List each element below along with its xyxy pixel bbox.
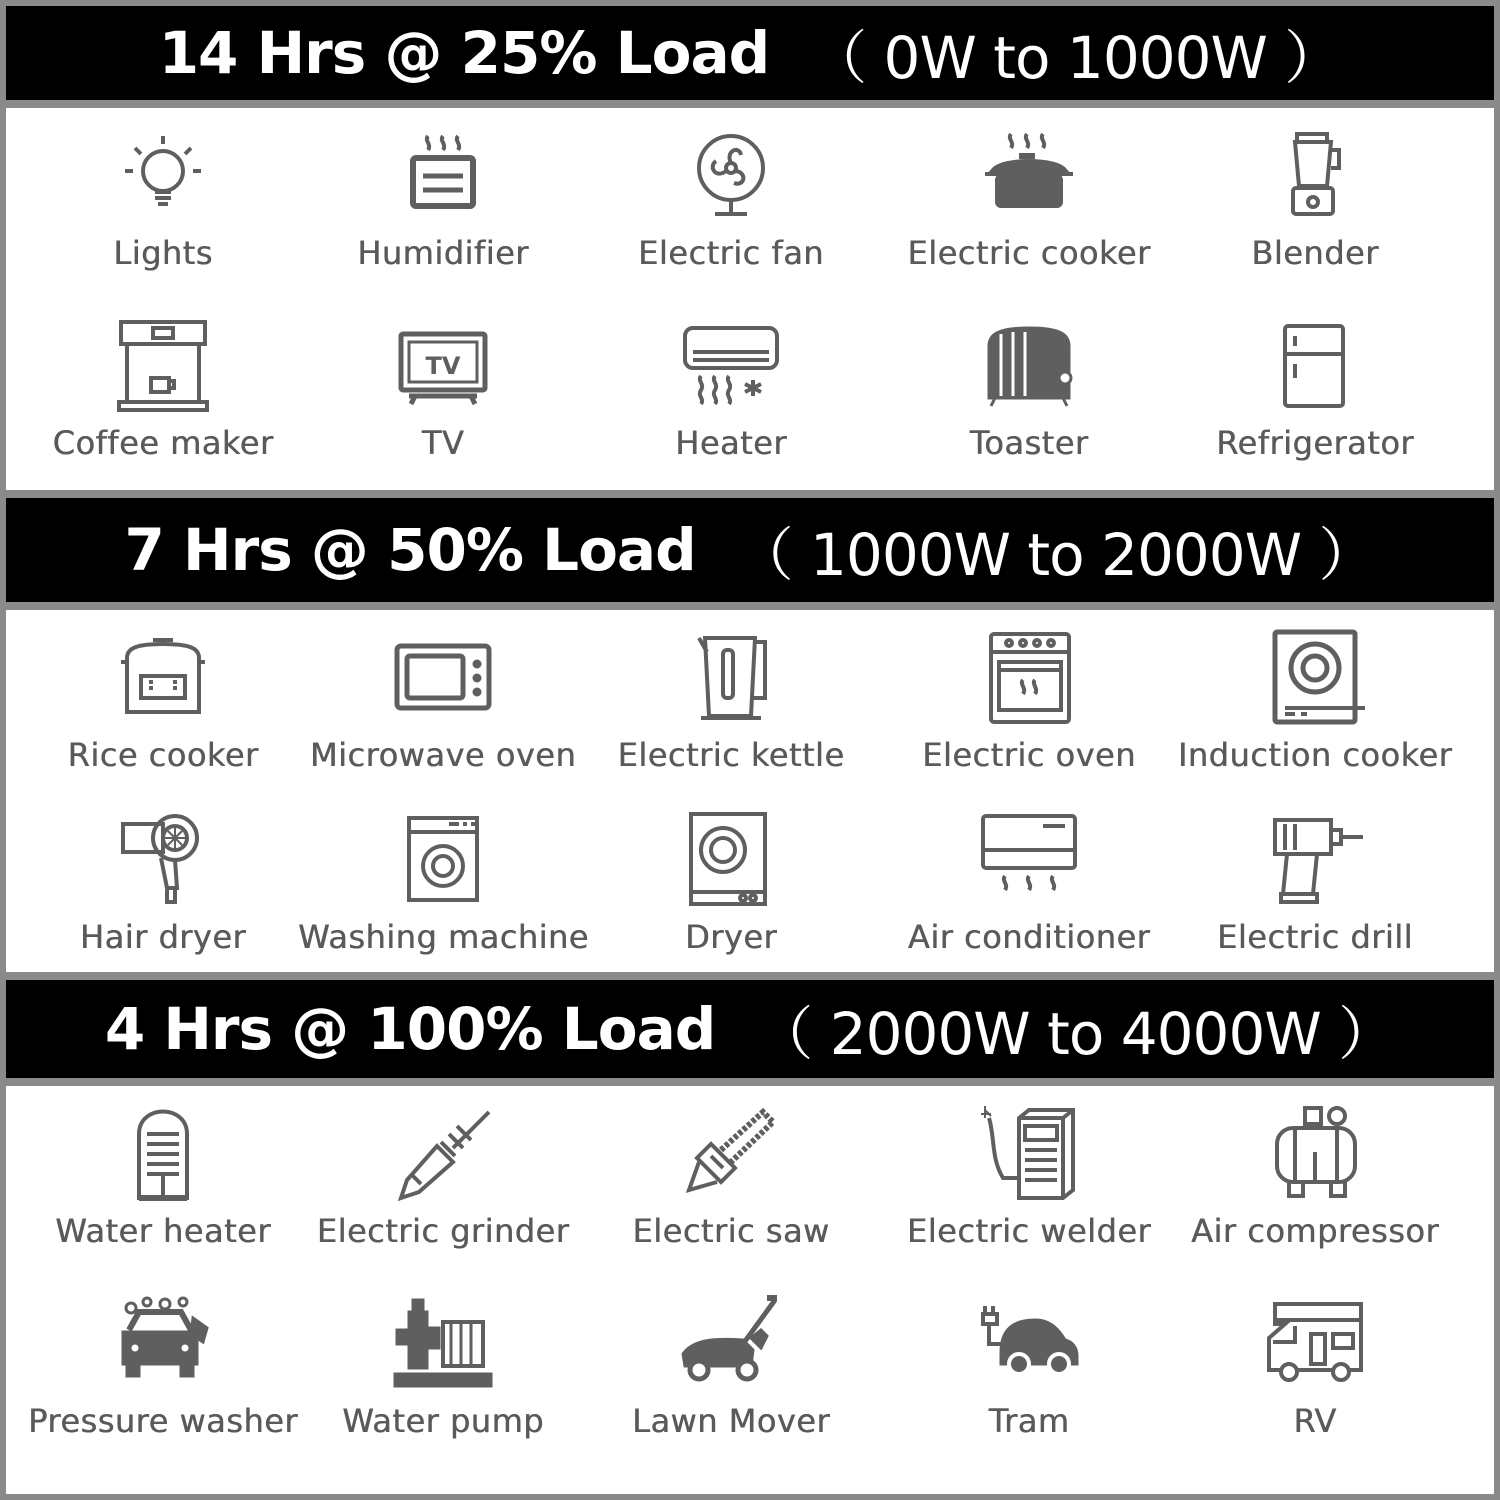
section-panel-25-load bbox=[6, 108, 1494, 490]
appliance-item bbox=[884, 1094, 1174, 1274]
appliance-item bbox=[18, 618, 308, 798]
appliance-label: Lights bbox=[113, 234, 213, 272]
appliance-item bbox=[586, 116, 876, 296]
water-heater-icon bbox=[113, 1104, 213, 1204]
appliance-item bbox=[1170, 800, 1460, 980]
appliance-item bbox=[1170, 618, 1460, 798]
appliance-label: Air compressor bbox=[1191, 1212, 1439, 1250]
appliance-label: Toaster bbox=[969, 424, 1089, 462]
appliance-item bbox=[884, 800, 1174, 980]
electric-welder-icon bbox=[979, 1104, 1079, 1204]
appliance-item bbox=[298, 1284, 588, 1464]
washing-machine-icon bbox=[393, 810, 493, 910]
electric-fan-icon bbox=[681, 126, 781, 226]
appliance-label: Tram bbox=[988, 1402, 1070, 1440]
appliance-item bbox=[1170, 306, 1460, 486]
section-range: （ 0W to 1000W ） bbox=[809, 24, 1342, 92]
appliance-item bbox=[298, 618, 588, 798]
appliance-label: Electric kettle bbox=[617, 736, 845, 774]
section-panel-50-load bbox=[6, 610, 1494, 972]
microwave-oven-icon bbox=[393, 628, 493, 728]
appliance-item bbox=[298, 306, 588, 486]
appliance-item bbox=[586, 306, 876, 486]
toaster-icon bbox=[979, 316, 1079, 416]
section-title: 4 Hrs @ 100% Load bbox=[104, 995, 716, 1063]
appliance-item bbox=[18, 116, 308, 296]
appliance-label: Hair dryer bbox=[79, 918, 247, 956]
appliance-item bbox=[18, 1284, 308, 1464]
appliance-label: RV bbox=[1293, 1402, 1337, 1440]
appliance-label: Water pump bbox=[342, 1402, 544, 1440]
appliance-label: Electric saw bbox=[632, 1212, 830, 1250]
rv-icon bbox=[1265, 1294, 1365, 1394]
section-title: 14 Hrs @ 25% Load bbox=[158, 19, 770, 87]
refrigerator-icon bbox=[1265, 316, 1365, 416]
section-range: （ 1000W to 2000W ） bbox=[735, 521, 1376, 589]
appliance-label: Electric cooker bbox=[907, 234, 1151, 272]
appliance-item bbox=[18, 1094, 308, 1274]
electric-saw-icon bbox=[681, 1104, 781, 1204]
appliance-label: Electric drill bbox=[1217, 918, 1413, 956]
appliance-label: Coffee maker bbox=[52, 424, 274, 462]
appliance-label: Induction cooker bbox=[1177, 736, 1453, 774]
section-panel-100-load bbox=[6, 1086, 1494, 1494]
humidifier-icon bbox=[393, 126, 493, 226]
section-header-50-load bbox=[6, 498, 1494, 602]
appliance-item bbox=[1170, 1094, 1460, 1274]
electric-oven-icon bbox=[979, 628, 1079, 728]
appliance-item bbox=[298, 116, 588, 296]
appliance-item bbox=[1170, 1284, 1460, 1464]
water-pump-icon bbox=[393, 1294, 493, 1394]
appliance-label: TV bbox=[421, 424, 465, 462]
heater-icon bbox=[681, 316, 781, 416]
electric-kettle-icon bbox=[681, 628, 781, 728]
appliance-item bbox=[18, 306, 308, 486]
appliance-label: Heater bbox=[675, 424, 787, 462]
appliance-label: Refrigerator bbox=[1216, 424, 1414, 462]
appliance-label: Electric fan bbox=[638, 234, 824, 272]
appliance-item bbox=[586, 618, 876, 798]
air-compressor-icon bbox=[1265, 1104, 1365, 1204]
pressure-washer-icon bbox=[113, 1294, 213, 1394]
appliance-label: Lawn Mover bbox=[631, 1402, 831, 1440]
appliance-item bbox=[298, 800, 588, 980]
coffee-maker-icon bbox=[113, 316, 213, 416]
light-bulb-icon bbox=[113, 126, 213, 226]
appliance-item bbox=[586, 800, 876, 980]
section-range: （ 2000W to 4000W ） bbox=[755, 1000, 1396, 1068]
appliance-label: Rice cooker bbox=[67, 736, 259, 774]
lawn-mower-icon bbox=[681, 1294, 781, 1394]
appliance-label: Washing machine bbox=[298, 918, 589, 956]
appliance-item bbox=[18, 800, 308, 980]
svg-text:TV: TV bbox=[425, 352, 461, 380]
electric-cooker-icon bbox=[979, 126, 1079, 226]
air-conditioner-icon bbox=[979, 810, 1079, 910]
appliance-label: Electric oven bbox=[922, 736, 1136, 774]
blender-icon bbox=[1265, 126, 1365, 226]
appliance-label: Pressure washer bbox=[28, 1402, 298, 1440]
section-header-25-load bbox=[6, 6, 1494, 100]
appliance-label: Electric grinder bbox=[316, 1212, 570, 1250]
dryer-icon bbox=[681, 810, 781, 910]
section-header-100-load bbox=[6, 980, 1494, 1078]
appliance-item bbox=[884, 116, 1174, 296]
electric-grinder-icon bbox=[393, 1104, 493, 1204]
rice-cooker-icon bbox=[113, 628, 213, 728]
induction-cooker-icon bbox=[1265, 628, 1365, 728]
appliance-item bbox=[586, 1284, 876, 1464]
appliance-item bbox=[586, 1094, 876, 1274]
appliance-label: Dryer bbox=[684, 918, 778, 956]
appliance-label: Electric welder bbox=[906, 1212, 1152, 1250]
hair-dryer-icon bbox=[113, 810, 213, 910]
appliance-item bbox=[884, 1284, 1174, 1464]
tv-icon bbox=[393, 316, 493, 416]
section-title: 7 Hrs @ 50% Load bbox=[124, 516, 696, 584]
appliance-label: Water heater bbox=[55, 1212, 271, 1250]
appliance-label: Microwave oven bbox=[309, 736, 577, 774]
appliance-item bbox=[884, 618, 1174, 798]
appliance-item bbox=[884, 306, 1174, 486]
appliance-item bbox=[298, 1094, 588, 1274]
appliance-label: Air conditioner bbox=[907, 918, 1151, 956]
appliance-item bbox=[1170, 116, 1460, 296]
electric-car-icon bbox=[979, 1294, 1079, 1394]
appliance-label: Blender bbox=[1251, 234, 1379, 272]
electric-drill-icon bbox=[1265, 810, 1365, 910]
appliance-label: Humidifier bbox=[357, 234, 529, 272]
